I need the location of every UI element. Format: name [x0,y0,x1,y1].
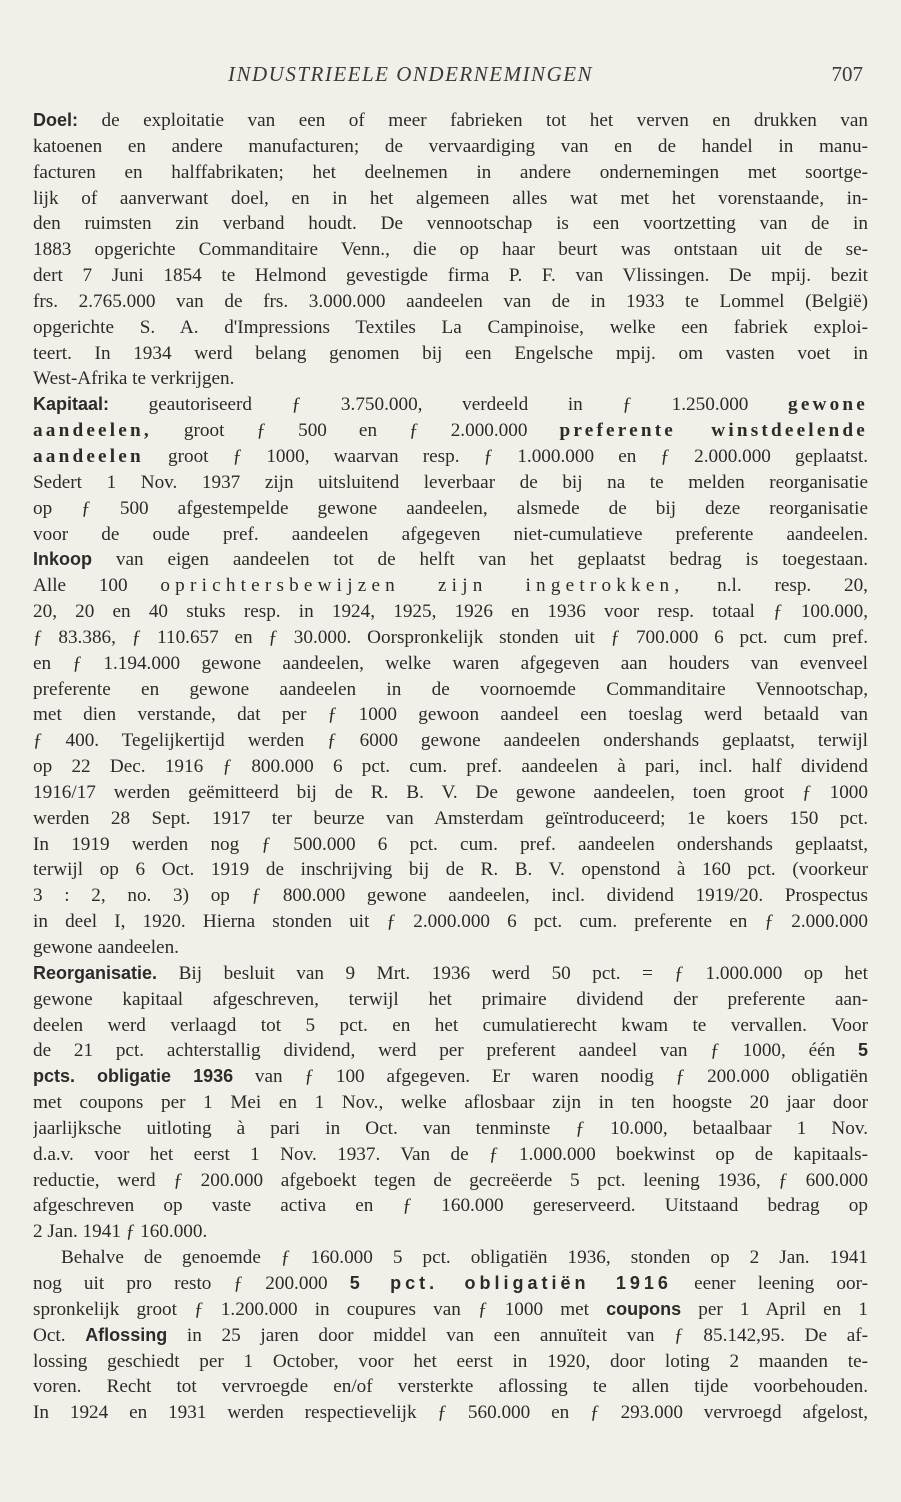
text-line: 3 : 2, no. 3) op ƒ 800.000 gewone aandeelen, incl. dividend 1919/20. Prospectus [33,885,868,907]
running-title: INDUSTRIEELE ONDERNEMINGEN [228,62,594,86]
text-line: d.a.v. voor het eerst 1 Nov. 1937. Van de ƒ 1.000.000 boekwinst op de kapitaals- [33,1143,868,1165]
text-line: preferente en gewone aandeelen in de voornoemde Commanditaire Vennootschap, [33,678,868,700]
text-line: dert 7 Juni 1854 te Helmond gevestigde firma P. F. van Vlissingen. De mpij. bezit [33,265,868,287]
text-line: Sedert 1 Nov. 1937 zijn uitsluitend leverbaar de bij na te melden reorganisatie [33,471,868,493]
page-number: 707 [831,62,863,86]
text-line: met coupons per 1 Mei en 1 Nov., welke aflosbaar zijn in ten hoogste 20 jaar door [33,1092,868,1114]
bond-title-1936: pcts. obligatie 1936 [33,1066,234,1087]
section-heading-reorganisatie: Reorganisatie. [33,962,158,983]
section-heading-kapitaal: Kapitaal: [33,394,110,415]
text-line: spronkelijk groot ƒ 1.200.000 in coupures van ƒ 1000 met coupons per 1 April en 1 [33,1298,868,1320]
section-heading-aflossing: Aflossing [85,1324,168,1345]
text-line: Oct. Aflossing in 25 jaren door middel van een annuïteit van ƒ 85.142,95. De af- [33,1324,868,1346]
text-line: aandeelen, groot ƒ 500 en ƒ 2.000.000 preferente winstdeelende [33,420,868,442]
text-line: pcts. obligatie 1936 van ƒ 100 afgegeven. Er waren noodig ƒ 200.000 obligatiën [33,1066,868,1088]
text-line: reductie, werd ƒ 200.000 afgeboekt tegen de gecreëerde 5 pct. leening 1936, ƒ 600.000 [33,1169,868,1191]
text-line: 2 Jan. 1941 ƒ 160.000. [33,1221,208,1243]
section-heading-inkoop: Inkoop [33,549,92,570]
text-line: 1883 opgerichte Commanditaire Venn., die op haar beurt was ontstaan uit de se- [33,239,868,261]
text-line: gewone kapitaal afgeschreven, terwijl het primaire dividend der preferente aan- [33,988,868,1010]
text-line: ƒ 400. Tegelijkertijd werden ƒ 6000 gewone aandeelen ondershands geplaatst, terwijl [33,730,868,752]
text-line: West-Afrika te verkrijgen. [33,368,235,390]
text-line: lossing geschiedt per 1 October, voor het eerst in 1920, door loting 2 maanden te- [33,1350,868,1372]
text-line: voor de oude pref. aandeelen afgegeven niet-cumulatieve preferente aandeelen. [33,523,868,545]
text-line: deelen werd verlaagd tot 5 pct. en het cumulatierecht kwam te vervallen. Voor [33,1014,868,1036]
text-line: op ƒ 500 afgestempelde gewone aandeelen, alsmede de bij deze reorganisatie [33,497,868,519]
text-line: en ƒ 1.194.000 gewone aandeelen, welke waren afgegeven aan houders van evenveel [33,652,868,674]
body-text [33,108,868,1426]
text-line: de 21 pct. achterstallig dividend, werd per preferent aandeel van ƒ 1000, één 5 [33,1040,868,1062]
text-line: Behalve de genoemde ƒ 160.000 5 pct. obligatiën 1936, stonden op 2 Jan. 1941 [61,1247,868,1269]
text-line: gewone aandeelen. [33,937,179,958]
text-line: nog uit pro resto ƒ 200.000 5 pct. obligatiën 1916 eener leening oor- [33,1272,868,1294]
text-line: met dien verstande, dat per ƒ 1000 gewoon aandeel een toeslag werd betaald van [33,704,868,726]
text-line: voren. Recht tot vervroegde en/of versterkte aflossing te allen tijde voorbehouden. [33,1376,868,1398]
text-line: Inkoop van eigen aandeelen tot de helft van het geplaatst bedrag is toegestaan. [33,549,868,571]
running-head [0,62,901,92]
text-line: Alle 100 oprichtersbewijzen zijn ingetrokken, n.l. resp. 20, [33,575,868,597]
text-line: afgeschreven op vaste activa en ƒ 160.000 gereserveerd. Uitstaand bedrag op [33,1195,868,1217]
section-heading-doel: Doel: [33,110,78,130]
text-line: den ruimsten zin verband houdt. De vennootschap is een voortzetting van de in [33,213,868,235]
text-line: frs. 2.765.000 van de frs. 3.000.000 aandeelen van de in 1933 te Lommel (België) [33,290,868,312]
text-line: terwijl op 6 Oct. 1919 de inschrijving bij de R. B. V. openstond à 160 pct. (voorkeur [33,859,868,881]
text-line: in deel I, 1920. Hierna stonden uit ƒ 2.000.000 6 pct. cum. preferente en ƒ 2.000.000 [33,911,868,933]
bond-title-1916: 5 pct. obligatiën 1916 [349,1272,672,1293]
text-line: In 1924 en 1931 werden respectievelijk ƒ 560.000 en ƒ 293.000 vervroegd afgelost, [33,1402,868,1424]
text-line: jaarlijksche uitloting à pari in Oct. van tenminste ƒ 10.000, betaalbaar 1 Nov. [33,1117,868,1139]
text-line: Reorganisatie. Bij besluit van 9 Mrt. 1936 werd 50 pct. = ƒ 1.000.000 op het [33,962,868,984]
text-line: opgerichte S. A. d'Impressions Textiles La Campinoise, welke een fabriek exploi- [33,316,868,338]
text-line: lijk of aanverwant doel, en in het algemeen alles wat met het vorenstaande, in- [33,187,868,209]
text-line: Kapitaal: geautoriseerd ƒ 3.750.000, verdeeld in ƒ 1.250.000 gewone [33,394,868,416]
text-line: In 1919 werden nog ƒ 500.000 6 pct. cum. pref. aandeelen ondershands geplaatst, [33,833,868,855]
text-line: op 22 Dec. 1916 ƒ 800.000 6 pct. cum. pref. aandeelen à pari, incl. half dividend [33,756,868,778]
text-line: Doel: de exploitatie van een of meer fabrieken tot het verven en drukken van [33,110,868,131]
text-line: 1916/17 werden geëmitteerd bij de R. B. V. De gewone aandeelen, toen groot ƒ 1000 [33,781,868,803]
text-line: werden 28 Sept. 1917 ter beurze van Amsterdam geïntroduceerd; 1e koers 150 pct. [33,807,868,829]
text-line: 20, 20 en 40 stuks resp. in 1924, 1925, 1926 en 1936 voor resp. totaal ƒ 100.000, [33,601,868,623]
text-line: aandeelen groot ƒ 1000, waarvan resp. ƒ 1.000.000 en ƒ 2.000.000 geplaatst. [33,445,868,467]
text-line: ƒ 83.386, ƒ 110.657 en ƒ 30.000. Oorspronkelijk stonden uit ƒ 700.000 6 pct. cum pref. [33,626,868,648]
text-line: katoenen en andere manufacturen; de vervaardiging van en de handel in manu- [33,135,868,157]
text-line: teert. In 1934 werd belang genomen bij een Engelsche mpij. om vasten voet in [33,342,868,364]
text-line: facturen en halffabrikaten; het deelnemen in andere ondernemingen met soortge- [33,161,868,183]
